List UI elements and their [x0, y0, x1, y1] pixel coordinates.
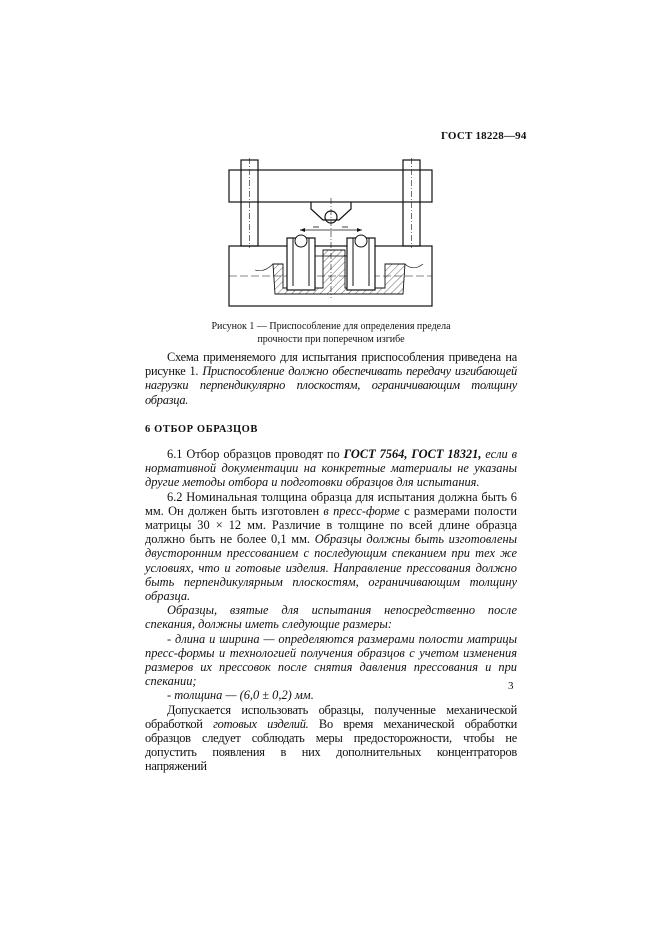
section-heading: 6 ОТБОР ОБРАЗЦОВ [145, 424, 258, 435]
machining-paragraph [145, 703, 517, 774]
intro-text: Схема применяемого для испытания приспособления приведена на рисунке 1. [145, 350, 517, 379]
paragraph-6-2-press-form: в пресс-форме [323, 503, 400, 518]
machining-text-b: Во время механической обработки образцов следует соблюдать меры предосторожности, чтобы не допустить появления в них дополнительных концентраторов напряжений [145, 716, 517, 774]
paragraph-6-2-text-a: 6.2 Номинальная толщина образца для испытания должна быть 6 мм. Он должен быть изготовлен [145, 489, 517, 518]
list-item-length-width-text: - длина и ширина — определяются размерами полости матрицы пресс-формы и технологией получения образцов с учетом изменения размеров их прессовок после снятия давления прессования и при спекании; [145, 631, 517, 689]
intro-paragraph [145, 350, 517, 407]
samples-text: Образцы, взятые для испытания непосредственно после спекания, должны иметь следующие размеры: [145, 603, 517, 632]
paragraph-6-2-pressing-text: Образцы должны быть изготовлены двусторонним прессованием с последующим спеканием при тех же условиях, что и готовые изделия. Направление прессования должно быть перпендикулярным плоскостям, ограничивающим толщину образца. [145, 532, 517, 604]
paragraph-6-1 [145, 447, 517, 490]
paragraph-6-2-text-b: с размерами полости матрицы 30 × 12 мм. Различие в толщине по всей длине образца должно быть не более 0,1 мм. [145, 503, 517, 547]
samples-paragraph [145, 603, 517, 631]
machining-text-a: Допускается использовать образцы, полученные механической обработкой [145, 702, 517, 731]
bending-fixture-figure [215, 158, 445, 308]
figure-caption-line-1: Рисунок 1 — Приспособление для определения предела [211, 321, 451, 332]
intro-paragraph-block [145, 350, 517, 407]
paragraph-6-1-text: 6.1 Отбор образцов проводят по [167, 447, 344, 461]
right-support-roller [355, 235, 367, 247]
list-item-thickness-text: - толщина — (6,0 ± 0,2) мм. [167, 688, 314, 703]
paragraph-6-1-italic-text: если в нормативной документации на конкретные материалы не указаны другие методы отбора и подготовки образцов для испытания. [145, 447, 518, 490]
page-number: 3 [508, 680, 514, 692]
section-body [145, 447, 517, 774]
list-item-length-width [145, 632, 517, 689]
figure-caption [196, 320, 466, 346]
paragraph-6-2 [145, 490, 517, 604]
paragraph-6-1-standards-ref: ГОСТ 7564, ГОСТ 18321, [343, 447, 482, 461]
document-code-header: ГОСТ 18228—94 [441, 130, 527, 142]
intro-requirement-text: Приспособление должно обеспечивать передачу изгибающей нагрузки перпендикулярно плоскостям, ограничивающим толщину образца. [145, 364, 517, 407]
upper-crossbeam [229, 170, 432, 202]
figure-caption-line-2: прочности при поперечном изгибе [257, 334, 405, 345]
left-support-roller [295, 235, 307, 247]
list-item-thickness [145, 688, 517, 702]
machining-finished-products: готовых изделий. [213, 716, 309, 731]
